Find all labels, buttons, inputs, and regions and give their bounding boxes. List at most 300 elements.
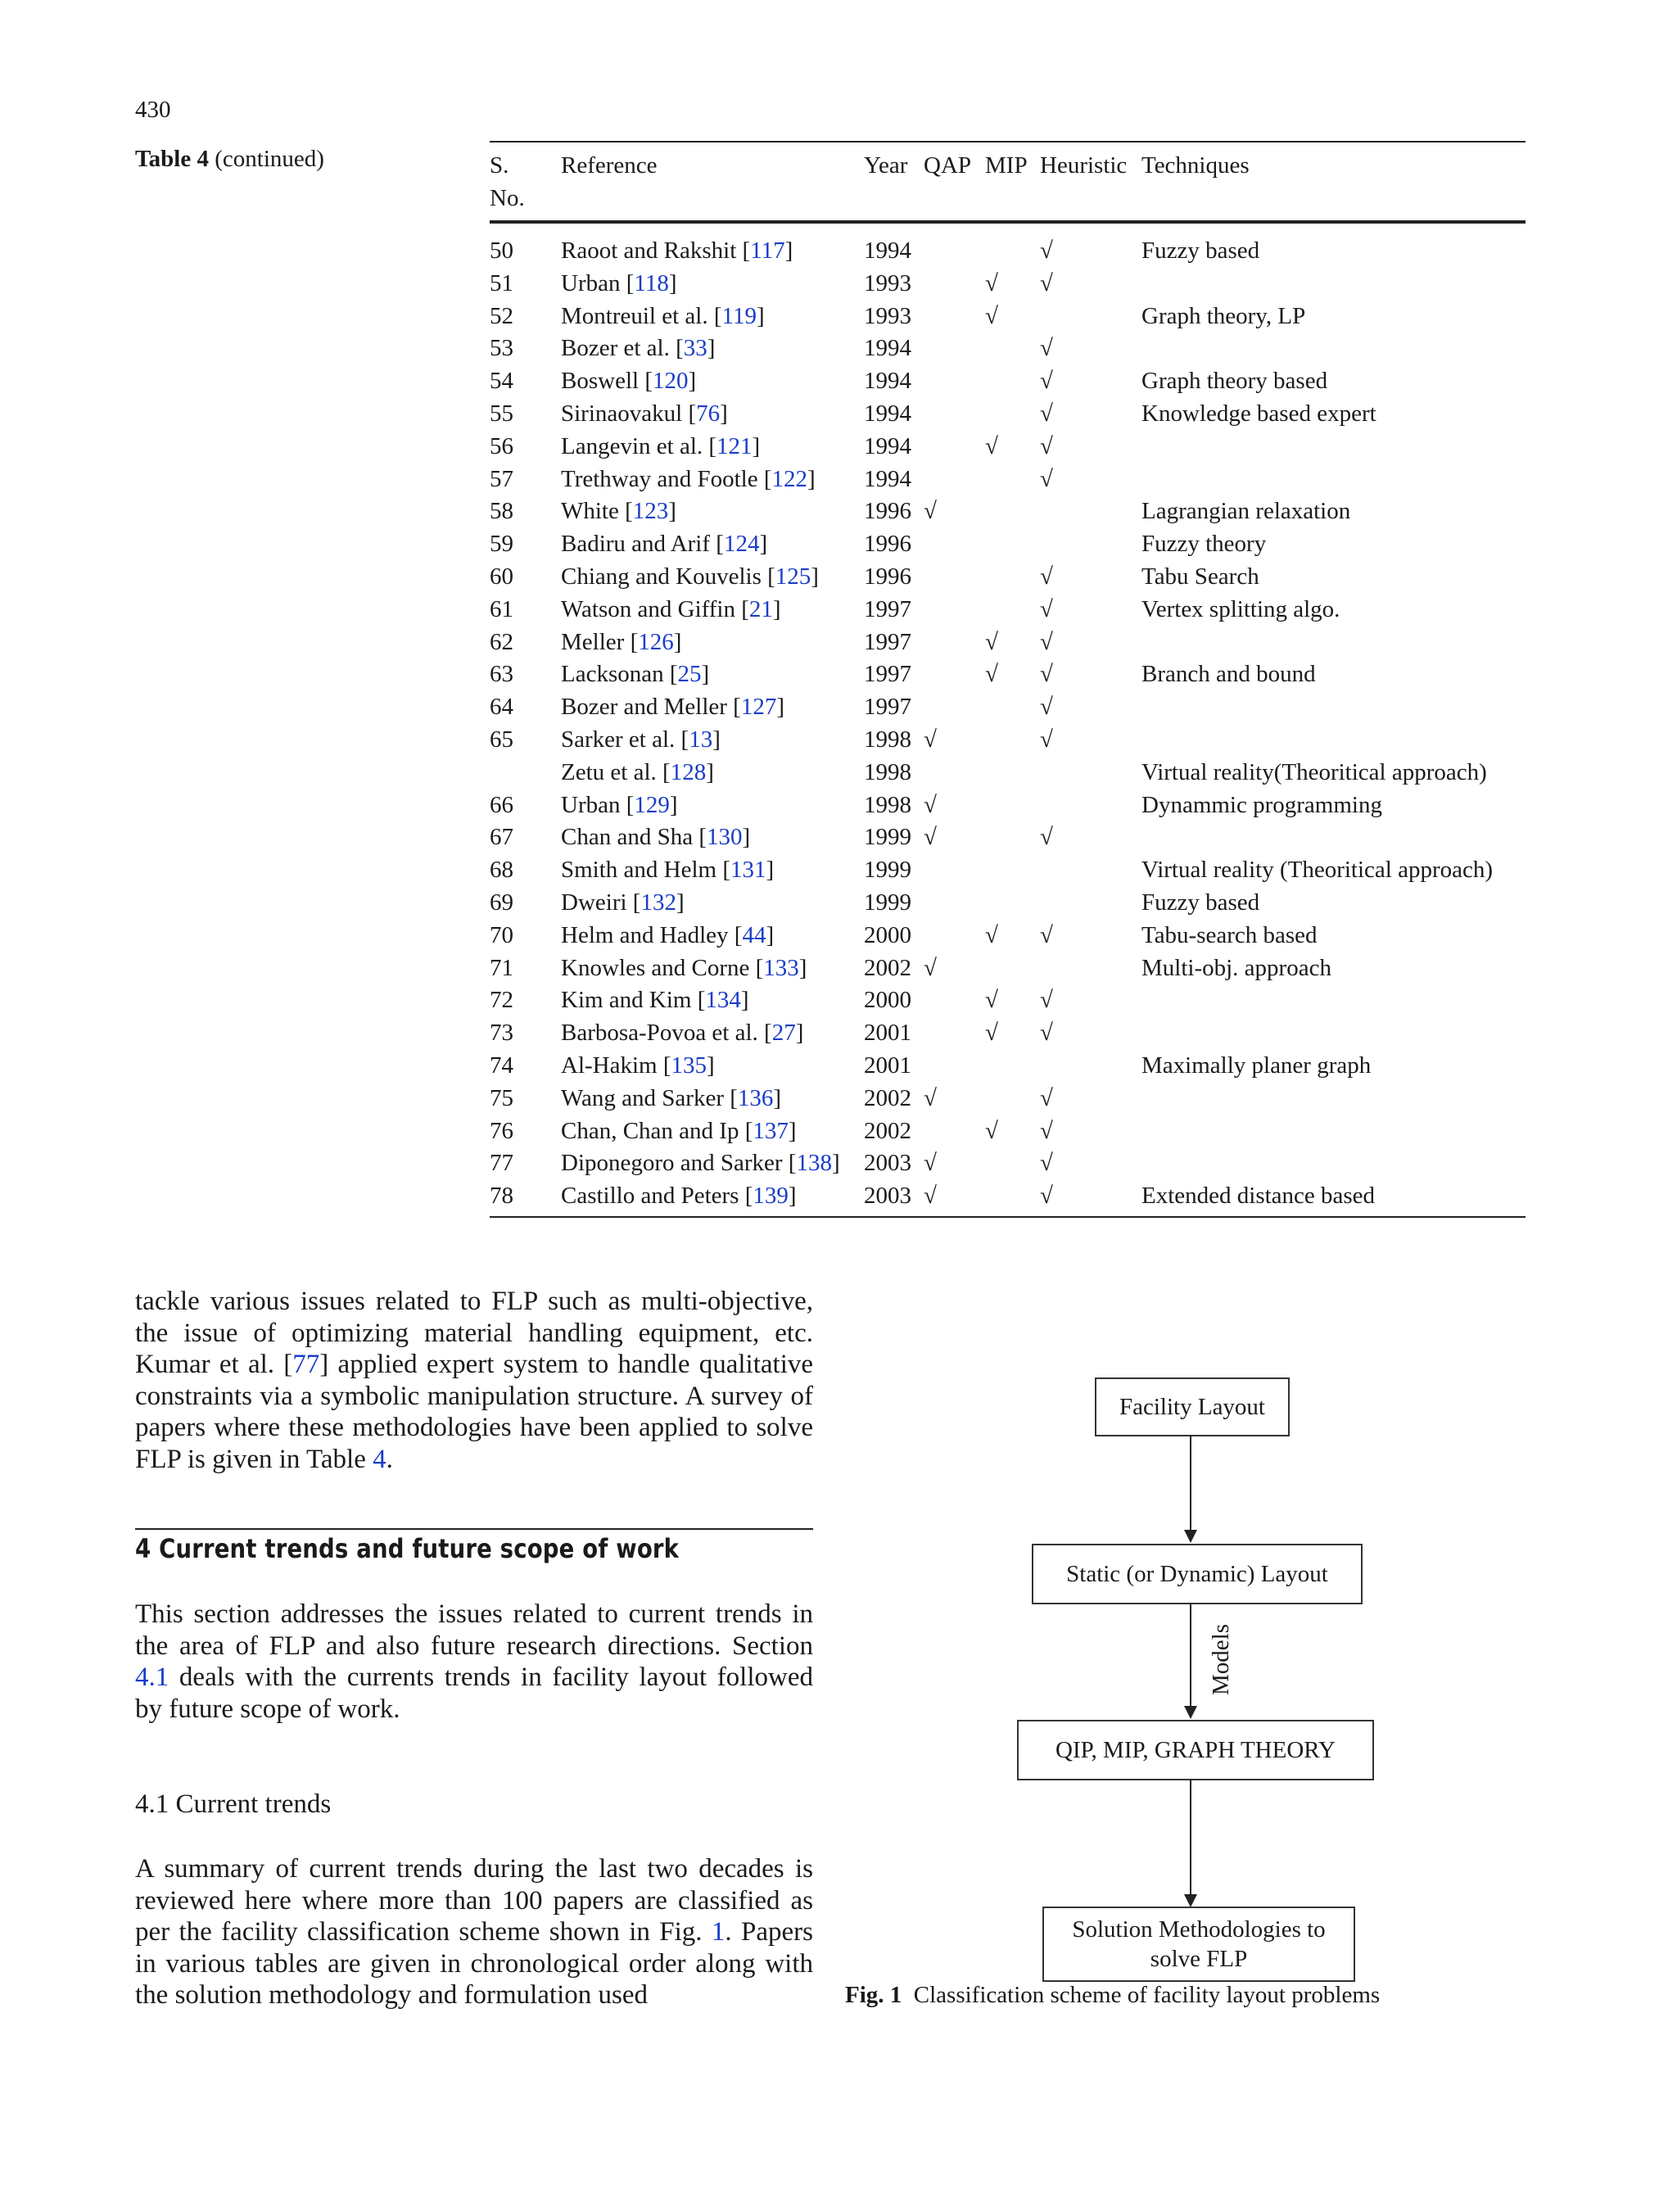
header-techniques: Techniques — [1141, 152, 1250, 179]
cell-sno: 57 — [490, 465, 513, 492]
cell-year: 2001 — [864, 1020, 911, 1047]
bracket: ] — [832, 1150, 840, 1177]
cell-year: 1999 — [864, 889, 911, 916]
cell-heuristic-check: √ — [1040, 824, 1053, 851]
bracket: ] — [766, 857, 775, 884]
header-heuristic: Heuristic — [1040, 152, 1128, 179]
cell-sno: 50 — [490, 237, 513, 264]
cell-year: 2003 — [864, 1183, 911, 1210]
table-row — [490, 886, 1526, 919]
cell-mip-check: √ — [985, 1117, 998, 1144]
table-row — [490, 332, 1526, 364]
header-sno — [490, 149, 525, 215]
table-row — [490, 495, 1526, 527]
reference-authors: White — [561, 498, 619, 525]
cell-reference — [561, 1082, 781, 1115]
citation-link[interactable]: 132 — [640, 889, 676, 916]
table-row — [490, 234, 1526, 267]
reference-authors: Urban — [561, 791, 621, 818]
section-link[interactable]: 4.1 — [135, 1662, 170, 1692]
figure-caption-text: Classification scheme of facility layout problems — [913, 1982, 1381, 2008]
bracket: ] — [788, 1183, 797, 1210]
cell-sno: 73 — [490, 1020, 513, 1047]
bracket: [ — [669, 335, 684, 362]
cell-year: 1997 — [864, 661, 911, 688]
cell-heuristic-check: √ — [1040, 1183, 1053, 1210]
table-row — [490, 300, 1526, 332]
cell-techniques: Virtual reality(Theoritical approach) — [1141, 758, 1487, 785]
citation-link[interactable]: 124 — [723, 531, 760, 558]
cell-year: 1993 — [864, 302, 911, 329]
bracket: ] — [773, 1084, 782, 1111]
bracket: ] — [788, 1117, 797, 1144]
cell-qap-check: √ — [924, 1150, 937, 1177]
cell-sno: 74 — [490, 1052, 513, 1079]
reference-authors: Trethway and Footle — [561, 465, 758, 492]
paragraph-text: ] applied expert system to handle qualitative constraints via a symbolic manipulation structure. A survey of papers where these methodologies have been applied to solve FLP is given in Table — [135, 1350, 814, 1474]
citation-link[interactable]: 77 — [292, 1350, 320, 1379]
cell-techniques: Tabu-search based — [1141, 921, 1318, 948]
citation-link[interactable]: 131 — [730, 857, 766, 884]
models-label: Models — [1208, 1624, 1234, 1695]
bracket: ] — [720, 400, 728, 427]
box-solution-line1: Solution Methodologies to — [1072, 1916, 1326, 1943]
cell-heuristic-check: √ — [1040, 661, 1053, 688]
cell-reference — [561, 789, 678, 821]
bracket: [ — [735, 595, 749, 622]
bracket: ] — [807, 465, 816, 492]
table-row — [490, 1179, 1526, 1212]
bracket: ] — [706, 758, 714, 785]
cell-mip-check: √ — [985, 921, 998, 948]
cell-year: 1997 — [864, 595, 911, 622]
bracket: ] — [742, 824, 751, 851]
bracket: ] — [740, 987, 749, 1014]
table-row — [490, 397, 1526, 430]
table-row — [490, 593, 1526, 626]
table-link[interactable]: 4 — [373, 1444, 386, 1474]
cell-reference — [561, 364, 696, 397]
citation-link[interactable]: 13 — [689, 726, 713, 753]
cell-sno: 60 — [490, 563, 513, 590]
paragraph-text: . Papers in various tables are given in chronological order along with the solution methodology and formulation used — [135, 1917, 814, 2010]
citation-link[interactable]: 130 — [707, 824, 743, 851]
table-row — [490, 626, 1526, 658]
bracket: ] — [668, 498, 676, 525]
cell-mip-check: √ — [985, 432, 998, 459]
citation-link[interactable]: 121 — [716, 432, 753, 459]
table-row — [490, 560, 1526, 593]
cell-sno: 58 — [490, 498, 513, 525]
citation-link[interactable]: 136 — [737, 1084, 774, 1111]
bracket: ] — [766, 921, 775, 948]
citation-link[interactable]: 129 — [634, 791, 670, 818]
bracket: [ — [624, 628, 639, 655]
cell-sno: 72 — [490, 987, 513, 1014]
bracket: ] — [756, 302, 765, 329]
bracket: [ — [757, 465, 772, 492]
cell-sno: 55 — [490, 400, 513, 427]
cell-year: 2001 — [864, 1052, 911, 1079]
table-row — [490, 658, 1526, 690]
box-static-dynamic-layout: Static (or Dynamic) Layout — [1032, 1544, 1363, 1604]
paragraph-text: This section addresses the issues related to current trends in the area of FLP and also future research directions. Section — [135, 1599, 813, 1661]
table-row — [490, 267, 1526, 300]
bracket: [ — [736, 237, 751, 264]
paragraph-text: deals with the currents trends in facility layout followed by future scope of work. — [135, 1662, 813, 1724]
cell-heuristic-check: √ — [1040, 465, 1053, 492]
table-row — [490, 756, 1526, 789]
cell-year: 1994 — [864, 368, 911, 395]
bracket: [ — [723, 1084, 738, 1111]
cell-reference — [561, 593, 781, 626]
table-row — [490, 364, 1526, 397]
page-number: 430 — [135, 97, 171, 123]
cell-sno: 61 — [490, 595, 513, 622]
table-row — [490, 463, 1526, 495]
citation-link[interactable]: 123 — [632, 498, 669, 525]
cell-heuristic-check: √ — [1040, 335, 1053, 362]
cell-reference — [561, 952, 807, 984]
cell-reference — [561, 1016, 803, 1049]
table-row — [490, 984, 1526, 1016]
cell-sno: 78 — [490, 1183, 513, 1210]
bracket: [ — [726, 694, 741, 721]
arrow-head-2 — [1184, 1706, 1197, 1719]
reference-authors: Knowles and Corne — [561, 954, 750, 981]
reference-authors: Helm and Hadley — [561, 921, 729, 948]
bracket: ] — [752, 432, 761, 459]
box-solution-line2: solve FLP — [1150, 1946, 1248, 1972]
bracket: [ — [693, 824, 707, 851]
figure-caption-label: Fig. 1 — [845, 1982, 902, 2008]
reference-authors: Raoot and Rakshit — [561, 237, 737, 264]
arrow-line-3 — [1190, 1779, 1191, 1896]
cell-mip-check: √ — [985, 628, 998, 655]
cell-sno: 59 — [490, 531, 513, 558]
bracket: [ — [657, 1052, 671, 1079]
table-header-rule — [490, 220, 1526, 224]
bracket: [ — [739, 1183, 753, 1210]
cell-year: 2002 — [864, 954, 911, 981]
table-row — [490, 690, 1526, 723]
arrow-head-1 — [1184, 1530, 1197, 1543]
cell-year: 1993 — [864, 269, 911, 296]
cell-mip-check: √ — [985, 661, 998, 688]
citation-link[interactable]: 126 — [638, 628, 674, 655]
cell-reference — [561, 821, 750, 853]
cell-reference — [561, 234, 793, 267]
cell-sno: 64 — [490, 694, 513, 721]
header-sno-line2: No. — [490, 185, 525, 211]
cell-reference — [561, 560, 819, 593]
cell-techniques: Dynammic programming — [1141, 791, 1382, 818]
cell-sno: 70 — [490, 921, 513, 948]
bracket: ] — [795, 1020, 804, 1047]
cell-year: 1997 — [864, 694, 911, 721]
bracket: [ — [626, 889, 641, 916]
cell-reference — [561, 626, 681, 658]
cell-year: 2000 — [864, 987, 911, 1014]
citation-link[interactable]: 120 — [652, 368, 689, 395]
paragraph-text: . — [386, 1444, 393, 1474]
cell-techniques: Fuzzy based — [1141, 889, 1260, 916]
cell-year: 1997 — [864, 628, 911, 655]
cell-qap-check: √ — [924, 824, 937, 851]
cell-techniques: Multi-obj. approach — [1141, 954, 1331, 981]
cell-techniques: Graph theory based — [1141, 368, 1328, 395]
cell-year: 2000 — [864, 921, 911, 948]
figure-caption — [845, 1982, 1380, 2009]
citation-link[interactable]: 128 — [670, 758, 707, 785]
reference-authors: Urban — [561, 269, 621, 296]
table-row — [490, 789, 1526, 821]
cell-mip-check: √ — [985, 987, 998, 1014]
cell-sno: 69 — [490, 889, 513, 916]
bracket: [ — [749, 954, 764, 981]
cell-reference — [561, 756, 714, 789]
reference-authors: Langevin et al. — [561, 432, 703, 459]
arrow-head-3 — [1184, 1894, 1197, 1907]
reference-authors: Sarker et al. — [561, 726, 676, 753]
reference-authors: Sirinaovakul — [561, 400, 683, 427]
cell-sno: 67 — [490, 824, 513, 851]
cell-sno: 54 — [490, 368, 513, 395]
citation-link[interactable]: 76 — [696, 400, 721, 427]
cell-reference — [561, 984, 749, 1016]
cell-reference — [561, 886, 685, 919]
table-row — [490, 1115, 1526, 1147]
reference-authors: Watson and Giffin — [561, 595, 735, 622]
bracket: ] — [707, 1052, 715, 1079]
cell-heuristic-check: √ — [1040, 269, 1053, 296]
cell-year: 1999 — [864, 824, 911, 851]
cell-reference — [561, 1147, 840, 1179]
cell-year: 1998 — [864, 791, 911, 818]
table-bottom-rule — [490, 1216, 1526, 1218]
reference-authors: Meller — [561, 628, 625, 655]
cell-year: 1994 — [864, 400, 911, 427]
reference-authors: Smith and Helm — [561, 857, 717, 884]
cell-heuristic-check: √ — [1040, 595, 1053, 622]
cell-techniques: Maximally planer graph — [1141, 1052, 1372, 1079]
bracket: ] — [712, 726, 721, 753]
header-qap: QAP — [924, 152, 972, 179]
bracket: ] — [707, 335, 716, 362]
cell-reference — [561, 658, 709, 690]
bracket: [ — [710, 531, 724, 558]
bracket: ] — [798, 954, 807, 981]
cell-heuristic-check: √ — [1040, 628, 1053, 655]
table-row — [490, 1082, 1526, 1115]
cell-qap-check: √ — [924, 726, 937, 753]
reference-authors: Zetu et al. — [561, 758, 657, 785]
cell-techniques: Knowledge based expert — [1141, 400, 1376, 427]
citation-link[interactable]: 33 — [683, 335, 707, 362]
bracket: [ — [691, 987, 706, 1014]
reference-authors: Chiang and Kouvelis — [561, 563, 762, 590]
bracket: ] — [673, 628, 682, 655]
citation-link[interactable]: 139 — [753, 1183, 789, 1210]
bracket: [ — [620, 269, 635, 296]
bracket: [ — [620, 791, 635, 818]
citation-link[interactable]: 127 — [740, 694, 777, 721]
cell-reference — [561, 430, 760, 463]
bracket: [ — [757, 1020, 772, 1047]
cell-heuristic-check: √ — [1040, 432, 1053, 459]
bracket: [ — [761, 563, 775, 590]
citation-link[interactable]: 135 — [671, 1052, 707, 1079]
reference-authors: Montreuil et al. — [561, 302, 708, 329]
figure-link[interactable]: 1 — [711, 1917, 725, 1947]
citation-link[interactable]: 125 — [775, 563, 811, 590]
cell-qap-check: √ — [924, 791, 937, 818]
section-rule — [135, 1528, 813, 1530]
bracket: ] — [784, 237, 793, 264]
citation-link[interactable]: 117 — [750, 237, 785, 264]
cell-reference — [561, 690, 784, 723]
cell-reference — [561, 527, 767, 560]
header-mip: MIP — [985, 152, 1028, 179]
reference-authors: Lacksonan — [561, 661, 664, 688]
cell-techniques: Branch and bound — [1141, 661, 1316, 688]
cell-year: 1994 — [864, 465, 911, 492]
reference-authors: Boswell — [561, 368, 640, 395]
cell-heuristic-check: √ — [1040, 694, 1053, 721]
cell-heuristic-check: √ — [1040, 921, 1053, 948]
bracket: ] — [811, 563, 819, 590]
citation-link[interactable]: 134 — [705, 987, 741, 1014]
cell-year: 2002 — [864, 1084, 911, 1111]
table-row — [490, 821, 1526, 853]
cell-year: 1994 — [864, 335, 911, 362]
citation-link[interactable]: 21 — [748, 595, 773, 622]
classification-diagram — [843, 1351, 1548, 2047]
cell-year: 1996 — [864, 498, 911, 525]
arrow-line-1 — [1190, 1435, 1191, 1531]
bracket: [ — [739, 1117, 753, 1144]
citation-link[interactable]: 133 — [763, 954, 799, 981]
cell-qap-check: √ — [924, 954, 937, 981]
cell-year: 1994 — [864, 237, 911, 264]
paragraph-intro — [135, 1286, 813, 1475]
reference-authors: Wang and Sarker — [561, 1084, 724, 1111]
cell-reference — [561, 1049, 715, 1082]
bracket: [ — [716, 857, 731, 884]
table-row — [490, 919, 1526, 952]
table-top-rule — [490, 141, 1526, 142]
table-row — [490, 430, 1526, 463]
paragraph-section-intro — [135, 1599, 813, 1725]
citation-link[interactable]: 118 — [634, 269, 669, 296]
reference-authors: Barbosa-Povoa et al. — [561, 1020, 758, 1047]
citation-link[interactable]: 122 — [771, 465, 808, 492]
cell-heuristic-check: √ — [1040, 1084, 1053, 1111]
cell-sno: 68 — [490, 857, 513, 884]
header-year: Year — [864, 152, 908, 179]
reference-authors: Bozer et al. — [561, 335, 670, 362]
header-reference: Reference — [561, 152, 658, 179]
bracket: ] — [701, 661, 710, 688]
cell-techniques: Virtual reality (Theoritical approach) — [1141, 857, 1494, 884]
cell-year: 1994 — [864, 432, 911, 459]
bracket: ] — [772, 595, 781, 622]
cell-qap-check: √ — [924, 1183, 937, 1210]
table-row — [490, 1016, 1526, 1049]
citation-link[interactable]: 137 — [753, 1117, 789, 1144]
table-row — [490, 527, 1526, 560]
table-row — [490, 952, 1526, 984]
citation-link[interactable]: 44 — [742, 921, 766, 948]
bracket: [ — [618, 498, 633, 525]
cell-sno: 77 — [490, 1150, 513, 1177]
cell-reference — [561, 919, 774, 952]
cell-mip-check: √ — [985, 302, 998, 329]
bracket: ] — [676, 889, 685, 916]
table-row — [490, 723, 1526, 756]
arrow-line-2 — [1190, 1603, 1191, 1708]
reference-authors: Bozer and Meller — [561, 694, 727, 721]
cell-reference — [561, 463, 816, 495]
cell-heuristic-check: √ — [1040, 237, 1053, 264]
bracket: [ — [675, 726, 689, 753]
table-caption — [135, 146, 324, 173]
cell-year: 1998 — [864, 726, 911, 753]
bracket: [ — [728, 921, 743, 948]
cell-sno: 66 — [490, 791, 513, 818]
cell-heuristic-check: √ — [1040, 726, 1053, 753]
citation-link[interactable]: 119 — [721, 302, 757, 329]
cell-heuristic-check: √ — [1040, 987, 1053, 1014]
table-row — [490, 1147, 1526, 1179]
cell-mip-check: √ — [985, 269, 998, 296]
table-body — [490, 234, 1526, 1212]
reference-authors: Al-Hakim — [561, 1052, 658, 1079]
box-qip-mip-graph-theory: QIP, MIP, GRAPH THEORY — [1017, 1720, 1374, 1780]
paragraph-current-trends — [135, 1853, 813, 2011]
bracket: ] — [759, 531, 768, 558]
cell-sno: 53 — [490, 335, 513, 362]
bracket: [ — [703, 432, 717, 459]
cell-year: 1996 — [864, 531, 911, 558]
citation-link[interactable]: 25 — [677, 661, 702, 688]
cell-year: 2003 — [864, 1150, 911, 1177]
citation-link[interactable]: 138 — [796, 1150, 833, 1177]
reference-authors: Diponegoro and Sarker — [561, 1150, 783, 1177]
bracket: ] — [776, 694, 785, 721]
bracket: [ — [656, 758, 671, 785]
bracket: [ — [707, 302, 722, 329]
cell-qap-check: √ — [924, 498, 937, 525]
cell-year: 1999 — [864, 857, 911, 884]
table-row — [490, 853, 1526, 886]
cell-heuristic-check: √ — [1040, 1150, 1053, 1177]
reference-authors: Kim and Kim — [561, 987, 692, 1014]
bracket: ] — [688, 368, 697, 395]
citation-link[interactable]: 27 — [771, 1020, 796, 1047]
cell-reference — [561, 300, 765, 332]
cell-sno: 71 — [490, 954, 513, 981]
cell-reference — [561, 723, 721, 756]
cell-sno: 65 — [490, 726, 513, 753]
bracket: [ — [663, 661, 678, 688]
cell-reference — [561, 853, 774, 886]
cell-reference — [561, 1179, 797, 1212]
cell-qap-check: √ — [924, 1084, 937, 1111]
paragraph-text: A summary of current trends during the last two decades is reviewed here where more than 100 papers are classified as per the facility classification scheme shown in Fig. — [135, 1854, 813, 1947]
box-facility-layout: Facility Layout — [1095, 1377, 1290, 1436]
reference-authors: Chan, Chan and Ip — [561, 1117, 739, 1144]
